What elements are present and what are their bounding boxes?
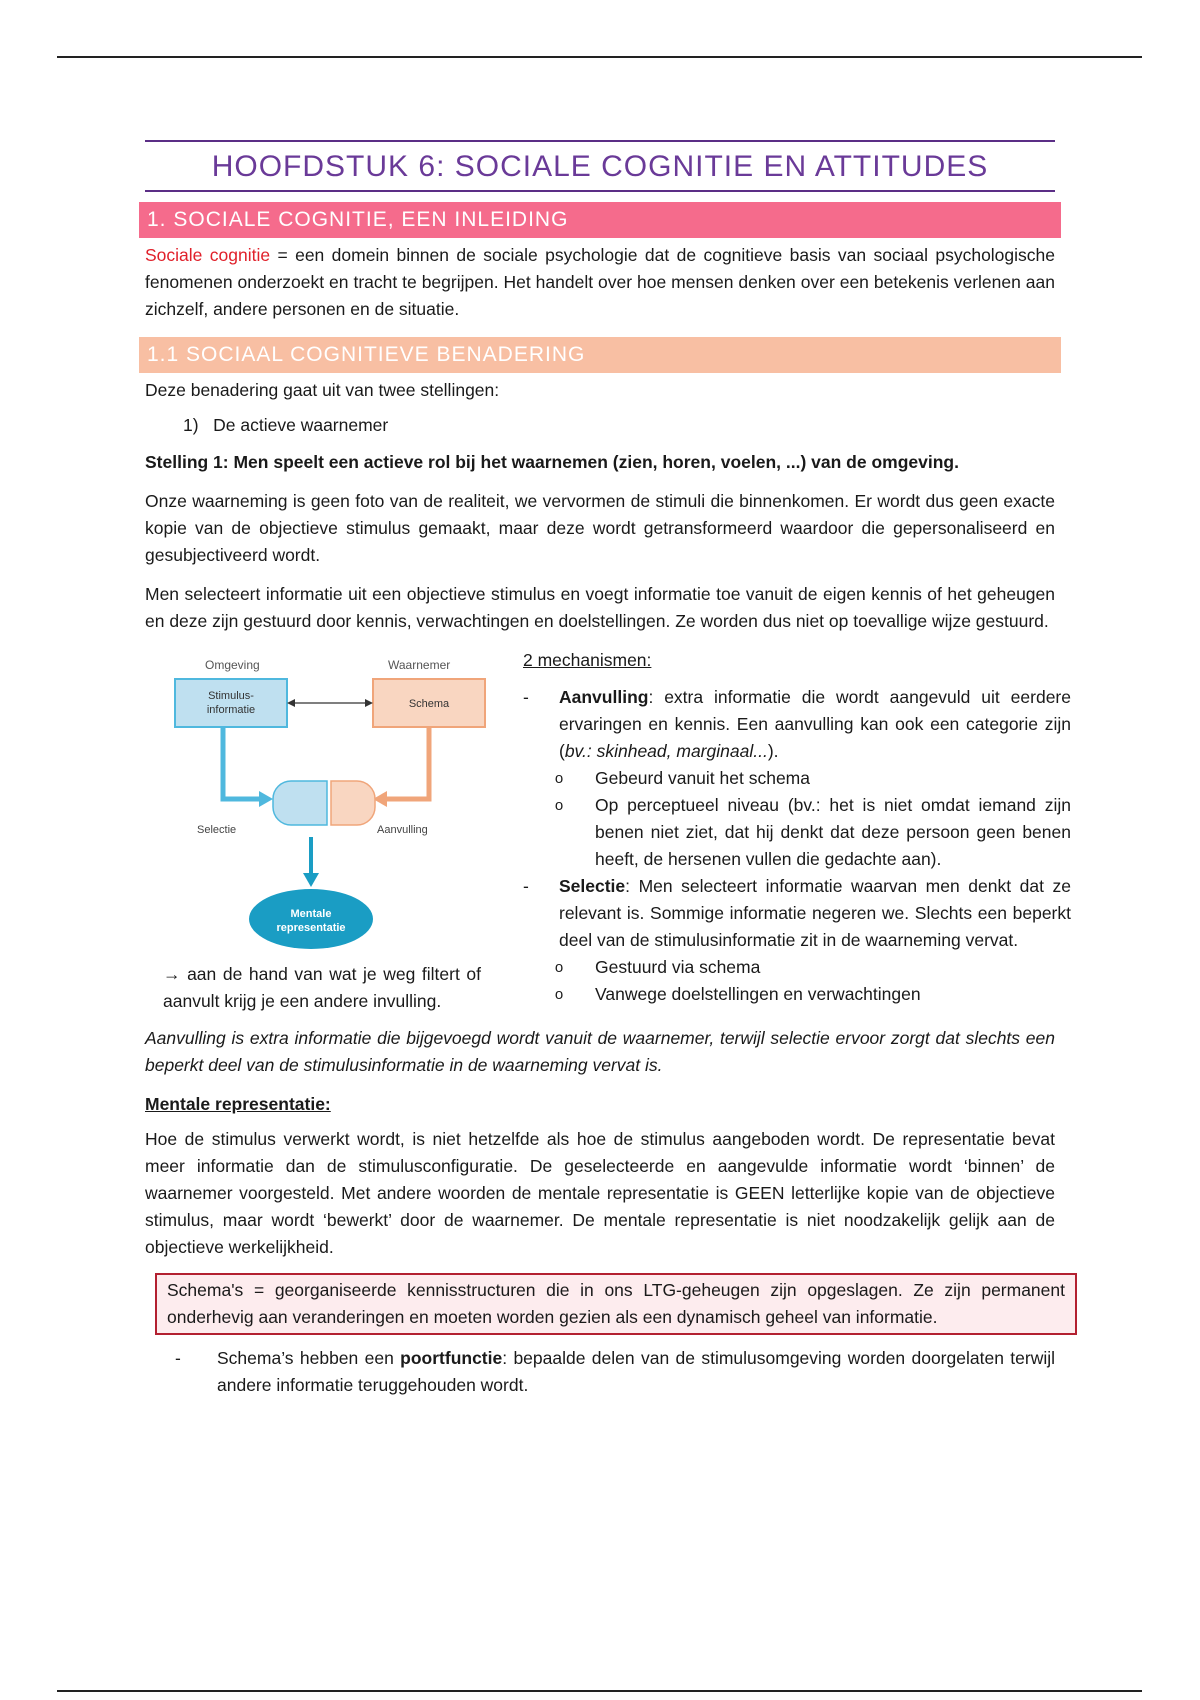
selectie-definition: : Men selecteert informatie waarvan men denkt dat ze relevant is. Sommige informatie negeren we. Slechts een beperkt deel van de stimulusinformatie zit in de waarneming vervat. <box>559 876 1071 950</box>
poortfunctie-term: poortfunctie <box>400 1348 503 1368</box>
item-text: De actieve waarnemer <box>213 415 389 435</box>
dash-marker: - <box>523 876 529 896</box>
ellipse-label-1: Mentale <box>290 908 332 920</box>
mechanisms-heading: 2 mechanismen: <box>523 650 652 670</box>
selectie-sub-2 <box>523 981 1071 1008</box>
schema-bullet-post: : bepaalde delen van de stimulusomgeving worden doorgelaten terwijl andere informatie teruggehouden wordt. <box>217 1348 1055 1395</box>
item-number: 1) <box>183 415 199 435</box>
definition-text: = een domein binnen de sociale psychologie dat de cognitieve basis van sociaal psychologische fenomenen onderzoekt en tracht te begrijpen. Het handelt over hoe mensen denken over een betekenis verlenen aan zichzelf, andere personen en de situatie. <box>145 245 1056 319</box>
arrowhead-right <box>365 699 373 707</box>
aanvulling-sub-1-text: Gebeurd vanuit het schema <box>595 768 810 788</box>
stelling-1: Stelling 1: Men speelt een actieve rol bij het waarnemen (zien, horen, voelen, ...) van de omgeving. <box>145 452 959 472</box>
label-omgeving: Omgeving <box>205 658 260 672</box>
aanvulling-arrow <box>387 727 429 799</box>
schema-definition-box: Schema's = georganiseerde kennisstructuren die in ons LTG-geheugen zijn opgeslagen. Ze zijn permanent onderhevig aan veranderingen en moeten worden gezien als een dynamisch geheel van informatie. <box>155 1273 1077 1335</box>
schema-bullet-pre: Schema’s hebben een <box>217 1348 401 1368</box>
intro-text: Deze benadering gaat uit van twee stellingen: <box>145 380 500 400</box>
aanvulling-term: Aanvulling <box>559 687 649 707</box>
selectie-sub-1 <box>523 954 1071 981</box>
two-column-section <box>145 647 1071 1015</box>
mental-heading: Mentale representatie: <box>145 1094 331 1114</box>
label-aanvulling: Aanvulling <box>377 824 428 836</box>
mechanisms-column <box>523 647 1071 1015</box>
aanvulling-end: ). <box>767 741 779 761</box>
circle-marker: o <box>554 986 564 1003</box>
dash-marker: - <box>175 1348 181 1368</box>
chapter-title-block <box>145 140 1055 192</box>
schema-bullet-text <box>217 1345 1055 1399</box>
filter-left <box>273 781 327 825</box>
term-sociale-cognitie: Sociale cognitie <box>145 245 271 265</box>
dash-marker: - <box>523 687 529 707</box>
mechanism-aanvulling <box>523 684 1071 765</box>
paragraph-waarneming: Onze waarneming is geen foto van de realiteit, we vervormen de stimuli die binnenkomen. Er wordt dus geen exacte kopie van de objectieve stimulus gemaakt, maar deze wordt getransformeerd waardoor die gepersonaliseerd en gesubjectiveerd wordt. <box>145 491 1055 565</box>
diagram-column <box>145 647 505 1015</box>
schema-label: Schema <box>408 698 450 710</box>
section-1-heading: 1. SOCIALE COGNITIE, EEN INLEIDING <box>139 202 1061 238</box>
aanvulling-sub-2 <box>523 792 1071 873</box>
label-waarnemer: Waarnemer <box>388 658 451 672</box>
definition-paragraph <box>145 242 1055 323</box>
selectie-sub-2-text: Vanwege doelstellingen en verwachtingen <box>595 984 921 1004</box>
stimulus-box <box>175 679 287 727</box>
aanvulling-definition: : extra informatie die wordt aangevuld uit eerdere ervaringen en kennis. Een aanvulling kan ook een categorie zijn ( <box>559 687 1071 761</box>
circle-marker: o <box>554 959 564 976</box>
page-content <box>145 140 1071 1399</box>
selectie-term: Selectie <box>559 876 626 896</box>
selectie-text <box>559 873 1071 954</box>
filter-right <box>331 781 375 825</box>
aanvulling-sub-2-text: Op perceptueel niveau (bv.: het is niet omdat iemand zijn benen niet ziet, dat hij denkt dat deze persoon geen benen heeft, de hersenen vullen die gedachte aan). <box>595 795 1071 869</box>
aanvulling-sub-1 <box>523 765 1071 792</box>
top-rule <box>57 56 1142 58</box>
circle-marker: o <box>554 770 564 787</box>
chapter-title: HOOFDSTUK 6: SOCIALE COGNITIE EN ATTITUDES <box>211 150 989 183</box>
schema-bullet <box>175 1345 1055 1399</box>
mechanism-selectie <box>523 873 1071 954</box>
selectie-arrow <box>223 727 259 799</box>
down-arrowhead <box>303 873 319 887</box>
diagram-caption: → aan de hand van wat je weg filtert of aanvult krijg je een andere invulling. <box>163 964 481 1011</box>
paragraph-selecteert: Men selecteert informatie uit een objectieve stimulus en voegt informatie toe vanuit de eigen kennis of het geheugen en deze zijn gestuurd door kennis, verwachtingen en doelstellingen. Ze worden dus niet op toevallige wijze gestuurd. <box>145 584 1055 631</box>
aanvulling-example: bv.: skinhead, marginaal... <box>564 741 768 761</box>
circle-marker: o <box>554 797 564 814</box>
summary-italic: Aanvulling is extra informatie die bijgevoegd wordt vanuit de waarnemer, terwijl selectie ervoor zorgt dat slechts een beperkt deel van de stimulusinformatie in de waarneming vervat is. <box>145 1028 1055 1075</box>
selectie-sub-1-text: Gestuurd via schema <box>595 957 761 977</box>
mental-text: Hoe de stimulus verwerkt wordt, is niet hetzelfde als hoe de stimulus aangeboden wordt. De representatie bevat meer informatie dan de stimulusconfiguratie. De geselecteerde en aangevulde informatie wordt ‘binnen’ de waarnemer voorgesteld. Met andere woorden de mentale representatie is GEEN letterlijke kopie van de objectieve stimulus, maar wordt ‘bewerkt’ door de waarnemer. De mentale representatie is niet noodzakelijk gelijk aan de objectieve werkelijkheid. <box>145 1129 1055 1257</box>
bottom-rule <box>57 1690 1142 1692</box>
arrowhead-left <box>287 699 295 707</box>
label-selectie: Selectie <box>197 824 237 836</box>
aanvulling-text <box>559 684 1071 765</box>
perception-diagram <box>145 647 505 957</box>
ellipse-label-2: representatie <box>276 922 346 934</box>
numbered-item <box>183 412 1055 439</box>
selectie-arrowhead <box>259 791 273 807</box>
stimulus-label-1: Stimulus- <box>208 690 254 702</box>
stimulus-label-2: informatie <box>206 704 256 716</box>
section-1-1-heading: 1.1 SOCIAAL COGNITIEVE BENADERING <box>139 337 1061 373</box>
